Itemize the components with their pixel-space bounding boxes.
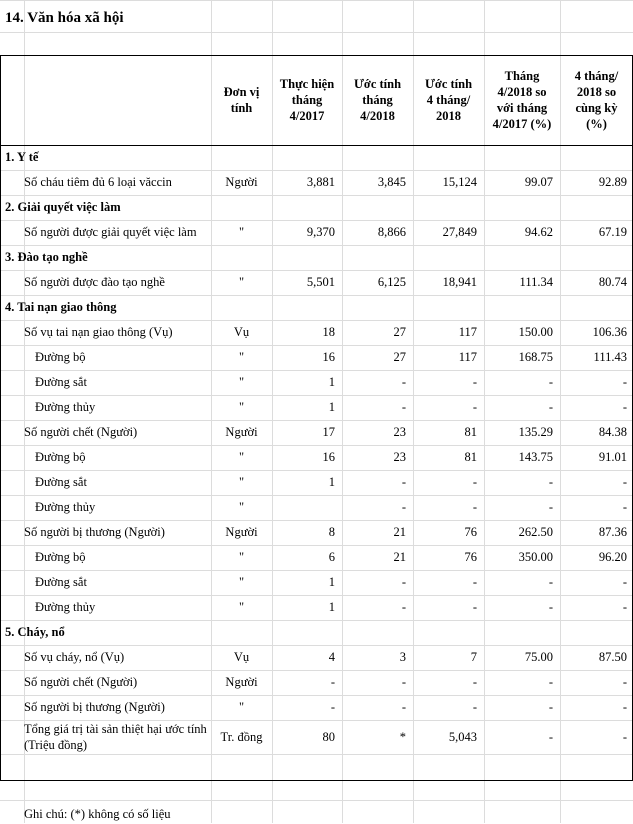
value-cell: - [622,700,627,714]
value-cell: 18,941 [442,275,477,289]
value-cell: 21 [393,550,406,564]
value-cell: 1 [328,375,335,389]
value-cell: - [472,675,477,689]
unit-cell: " [238,350,245,364]
value-cell: 92.89 [598,175,627,189]
value-cell: 96.20 [598,550,627,564]
value-cell: - [401,400,406,414]
value-cell: - [548,475,553,489]
value-cell: - [622,675,627,689]
unit-cell: " [238,225,245,239]
value-cell: - [548,729,553,744]
value-cell: 27 [393,350,406,364]
header-month-ratio: Tháng 4/2018 so với tháng 4/2017 (%) [492,69,552,131]
value-cell: - [622,475,627,489]
value-cell: 16 [322,350,335,364]
header-unit: Đơn vị tính [223,85,260,115]
value-cell: - [401,600,406,614]
row-label: Đường sắt [35,375,87,389]
value-cell: 117 [458,325,477,339]
value-cell: 7 [470,650,477,664]
value-cell: 94.62 [524,225,553,239]
row-label: Số vụ tai nạn giao thông (Vụ) [24,325,173,339]
value-cell: 15,124 [442,175,477,189]
footnote: Ghi chú: (*) không có số liệu [24,806,171,821]
table-row [0,170,633,195]
value-cell: 135.29 [518,425,553,439]
value-cell: 1 [328,475,335,489]
unit-cell: Người [225,425,258,439]
table-row [0,420,633,445]
value-cell: 17 [322,425,335,439]
row-label: Số cháu tiêm đủ 6 loại văccin [24,175,172,189]
table-row [0,445,633,470]
table-row [0,470,633,495]
row-label: Đường sắt [35,575,87,589]
header-period-ratio: 4 tháng/ 2018 so cùng kỳ (%) [574,69,619,131]
value-cell: - [548,600,553,614]
value-cell: 75.00 [524,650,553,664]
value-cell: 5,043 [448,729,477,744]
value-cell: - [472,500,477,514]
value-cell [272,495,335,520]
table-row [0,695,633,720]
value-cell: - [622,375,627,389]
value-cell: 6 [328,550,335,564]
unit-cell: " [238,500,245,514]
unit-cell: " [238,400,245,414]
value-cell: * [399,729,406,744]
unit-cell: " [238,600,245,614]
value-cell: 4 [328,650,335,664]
header-actual-2017: Thực hiện tháng 4/2017 [279,77,335,123]
row-label: Số người chết (Người) [24,675,138,689]
section-label: 5. Cháy, nổ [5,625,65,639]
section-row [0,295,633,320]
value-cell: - [548,575,553,589]
value-cell: 111.43 [593,350,627,364]
row-label: Đường sắt [35,475,87,489]
value-cell: - [622,600,627,614]
value-cell: 262.50 [518,525,553,539]
value-cell: 81 [464,450,477,464]
value-cell: 87.50 [598,650,627,664]
row-label: Số vụ cháy, nổ (Vụ) [24,650,125,664]
table-row [0,345,633,370]
row-label: Số người bị thương (Người) [24,700,165,714]
value-cell: 8 [328,525,335,539]
value-cell: 81 [464,425,477,439]
value-cell: 6,125 [377,275,406,289]
value-cell: 106.36 [592,325,627,339]
unit-cell: Người [225,175,258,189]
value-cell: 91.01 [598,450,627,464]
section-label: 1. Y tế [5,150,39,164]
value-cell: 3 [399,650,406,664]
section-label: 4. Tai nạn giao thông [5,300,117,314]
unit-cell: Tr. đồng [220,729,263,744]
section-label: 3. Đào tạo nghề [5,250,88,264]
value-cell: 117 [458,350,477,364]
table-row [0,320,633,345]
value-cell: - [401,575,406,589]
value-cell: - [622,400,627,414]
value-cell: - [548,375,553,389]
row-label: Tổng giá trị tài sản thiệt hại ước tính (Triệu đồng) [24,722,207,752]
value-cell: 23 [393,425,406,439]
table-row [0,720,633,754]
value-cell: 27,849 [442,225,477,239]
value-cell: - [472,600,477,614]
unit-cell: Vụ [233,325,250,339]
row-label: Đường thủy [35,400,96,414]
table-row [0,495,633,520]
value-cell: 84.38 [598,425,627,439]
value-cell: - [330,675,335,689]
value-cell: - [401,500,406,514]
value-cell: 21 [393,525,406,539]
value-cell: 3,881 [306,175,335,189]
value-cell: - [401,700,406,714]
value-cell: - [548,675,553,689]
row-label: Đường bộ [35,350,86,364]
value-cell: - [472,575,477,589]
value-cell: 76 [464,550,477,564]
table-row [0,270,633,295]
value-cell: 143.75 [518,450,553,464]
value-cell: 18 [322,325,335,339]
value-cell: 1 [328,400,335,414]
value-cell: - [622,575,627,589]
table-row [0,595,633,620]
row-label: Số người chết (Người) [24,425,138,439]
table-row [0,570,633,595]
value-cell: 8,866 [377,225,406,239]
value-cell: - [472,400,477,414]
section-row [0,145,633,170]
table-row [0,520,633,545]
unit-cell: " [238,375,245,389]
value-cell: 1 [328,575,335,589]
value-cell: 23 [393,450,406,464]
section-row [0,620,633,645]
value-cell: 80 [322,729,335,744]
value-cell: 80.74 [598,275,627,289]
value-cell: 16 [322,450,335,464]
row-label: Đường thủy [35,500,96,514]
section-row [0,195,633,220]
unit-cell: Người [225,675,258,689]
value-cell: 350.00 [518,550,553,564]
value-cell: - [401,675,406,689]
row-label: Số người được đào tạo nghề [24,275,165,289]
value-cell: 5,501 [306,275,335,289]
unit-cell: " [238,275,245,289]
table-row [0,220,633,245]
unit-cell: " [238,475,245,489]
unit-cell: " [238,575,245,589]
value-cell: 3,845 [377,175,406,189]
table-row [0,370,633,395]
value-cell: 111.34 [519,275,553,289]
unit-cell: Người [225,525,258,539]
value-cell: - [622,500,627,514]
value-cell: - [548,500,553,514]
value-cell: - [472,700,477,714]
value-cell: 9,370 [306,225,335,239]
value-cell: 1 [328,600,335,614]
header-estimate-4months: Ước tính 4 tháng/ 2018 [424,77,473,123]
unit-cell: " [238,700,245,714]
value-cell: - [472,475,477,489]
value-cell: 67.19 [598,225,627,239]
header-estimate-month: Ước tính tháng 4/2018 [353,77,402,123]
section-row [0,245,633,270]
unit-cell: " [238,450,245,464]
value-cell: 76 [464,525,477,539]
row-label: Đường bộ [35,550,86,564]
value-cell: 99.07 [524,175,553,189]
section-label: 2. Giải quyết việc làm [5,200,121,214]
value-cell: - [401,375,406,389]
table-row [0,645,633,670]
row-label: Số người được giải quyết việc làm [24,225,197,239]
value-cell: - [548,700,553,714]
table-row [0,395,633,420]
value-cell: - [330,700,335,714]
value-cell: 168.75 [518,350,553,364]
table-row [0,545,633,570]
row-label: Đường bộ [35,450,86,464]
value-cell: - [472,375,477,389]
unit-cell: " [238,550,245,564]
table-row [0,670,633,695]
sheet-title: 14. Văn hóa xã hội [5,10,124,26]
value-cell: 27 [393,325,406,339]
value-cell: - [622,729,627,744]
value-cell: 150.00 [518,325,553,339]
unit-cell: Vụ [233,650,250,664]
row-label: Đường thủy [35,600,96,614]
value-cell: - [548,400,553,414]
value-cell: 87.36 [598,525,627,539]
value-cell: - [401,475,406,489]
row-label: Số người bị thương (Người) [24,525,165,539]
